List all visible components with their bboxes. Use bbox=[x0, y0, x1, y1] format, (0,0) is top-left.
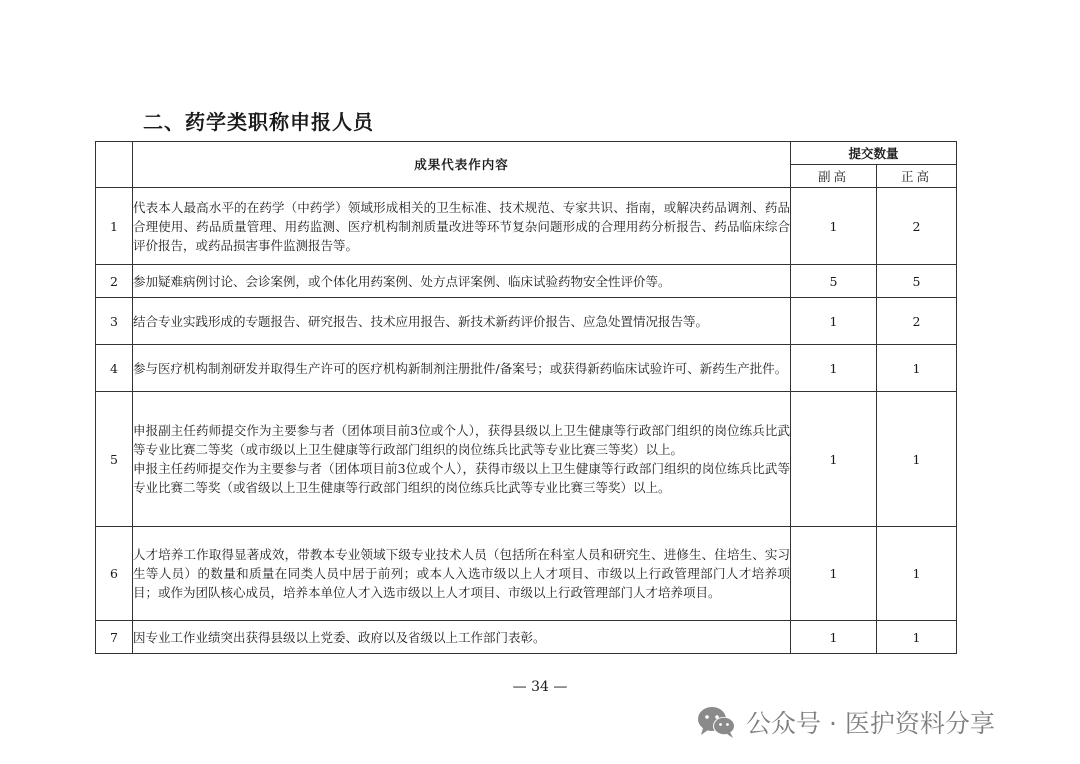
header-fugao: 副高 bbox=[791, 165, 877, 188]
watermark-text: 公众号 · 医护资料分享 bbox=[746, 709, 995, 738]
row-content: 代表本人最高水平的在药学（中药学）领域形成相关的卫生标准、技术规范、专家共识、指南，或解决药品调剂、药品合理使用、药品质量管理、用药监测、医疗机构制剂质量改进等环节复杂问题形成的合理用药分析报告、药品临床综合评价报告，或药品损害事件监测报告等。 bbox=[133, 188, 791, 265]
row-number: 6 bbox=[96, 527, 133, 621]
row-content: 参与医疗机构制剂研发并取得生产许可的医疗机构新制剂注册批件/备案号；或获得新药临床试验许可、新药生产批件。 bbox=[133, 345, 791, 392]
watermark bbox=[696, 704, 995, 740]
row-number: 1 bbox=[96, 188, 133, 265]
table-row bbox=[96, 392, 957, 527]
row-content: 人才培养工作取得显著成效，带教本专业领域下级专业技术人员（包括所在科室人员和研究生、进修生、住培生、实习生等人员）的数量和质量在同类人员中居于前列；或本人入选市级以上人才项目、市级以上行政管理部门人才培养项目；或作为团队核心成员，培养本单位人才入选市级以上人才项目、市级以上行政管理部门人才培养项目。 bbox=[133, 527, 791, 621]
wechat-icon bbox=[696, 704, 738, 740]
row-content-part-2: 申报主任药师提交作为主要参与者（团体项目前3位或个人），获得市级以上卫生健康等行政部门组织的岗位练兵比武等专业比赛二等奖（或省级以上卫生健康等行政部门组织的岗位练兵比武等专业比赛三等奖）以上。 bbox=[133, 461, 790, 495]
page-number: — 34 — bbox=[512, 679, 568, 695]
row-content-part-1: 申报副主任药师提交作为主要参与者（团体项目前3位或个人），获得县级以上卫生健康等行政部门组织的岗位练兵比武等专业比赛二等奖（或市级以上卫生健康等行政部门组织的岗位练兵比武等专业比赛三等奖）以上。 bbox=[133, 423, 790, 457]
achievement-table bbox=[95, 141, 957, 654]
row-fugao-count: 1 bbox=[791, 392, 877, 527]
table-row bbox=[96, 621, 957, 654]
row-content bbox=[133, 392, 791, 527]
row-fugao-count: 1 bbox=[791, 298, 877, 345]
row-number: 4 bbox=[96, 345, 133, 392]
row-zhenggao-count: 1 bbox=[877, 392, 957, 527]
table-row bbox=[96, 265, 957, 298]
row-zhenggao-count: 1 bbox=[877, 621, 957, 654]
section-title: 二、药学类职称申报人员 bbox=[143, 110, 374, 134]
row-fugao-count: 1 bbox=[791, 621, 877, 654]
row-zhenggao-count: 2 bbox=[877, 298, 957, 345]
header-count: 提交数量 bbox=[791, 142, 957, 165]
table-row bbox=[96, 188, 957, 265]
row-zhenggao-count: 1 bbox=[877, 527, 957, 621]
table-row bbox=[96, 345, 957, 392]
row-zhenggao-count: 2 bbox=[877, 188, 957, 265]
row-fugao-count: 1 bbox=[791, 188, 877, 265]
table-row bbox=[96, 527, 957, 621]
row-zhenggao-count: 5 bbox=[877, 265, 957, 298]
row-number: 7 bbox=[96, 621, 133, 654]
row-fugao-count: 1 bbox=[791, 345, 877, 392]
row-content: 结合专业实践形成的专题报告、研究报告、技术应用报告、新技术新药评价报告、应急处置情况报告等。 bbox=[133, 298, 791, 345]
table-row bbox=[96, 298, 957, 345]
row-fugao-count: 5 bbox=[791, 265, 877, 298]
row-fugao-count: 1 bbox=[791, 527, 877, 621]
row-content: 参加疑难病例讨论、会诊案例，或个体化用药案例、处方点评案例、临床试验药物安全性评价等。 bbox=[133, 265, 791, 298]
header-content: 成果代表作内容 bbox=[133, 142, 791, 188]
row-content: 因专业工作业绩突出获得县级以上党委、政府以及省级以上工作部门表彰。 bbox=[133, 621, 791, 654]
row-zhenggao-count: 1 bbox=[877, 345, 957, 392]
header-zhenggao: 正高 bbox=[877, 165, 957, 188]
header-number-cell bbox=[96, 142, 133, 188]
row-number: 3 bbox=[96, 298, 133, 345]
row-number: 2 bbox=[96, 265, 133, 298]
row-number: 5 bbox=[96, 392, 133, 527]
